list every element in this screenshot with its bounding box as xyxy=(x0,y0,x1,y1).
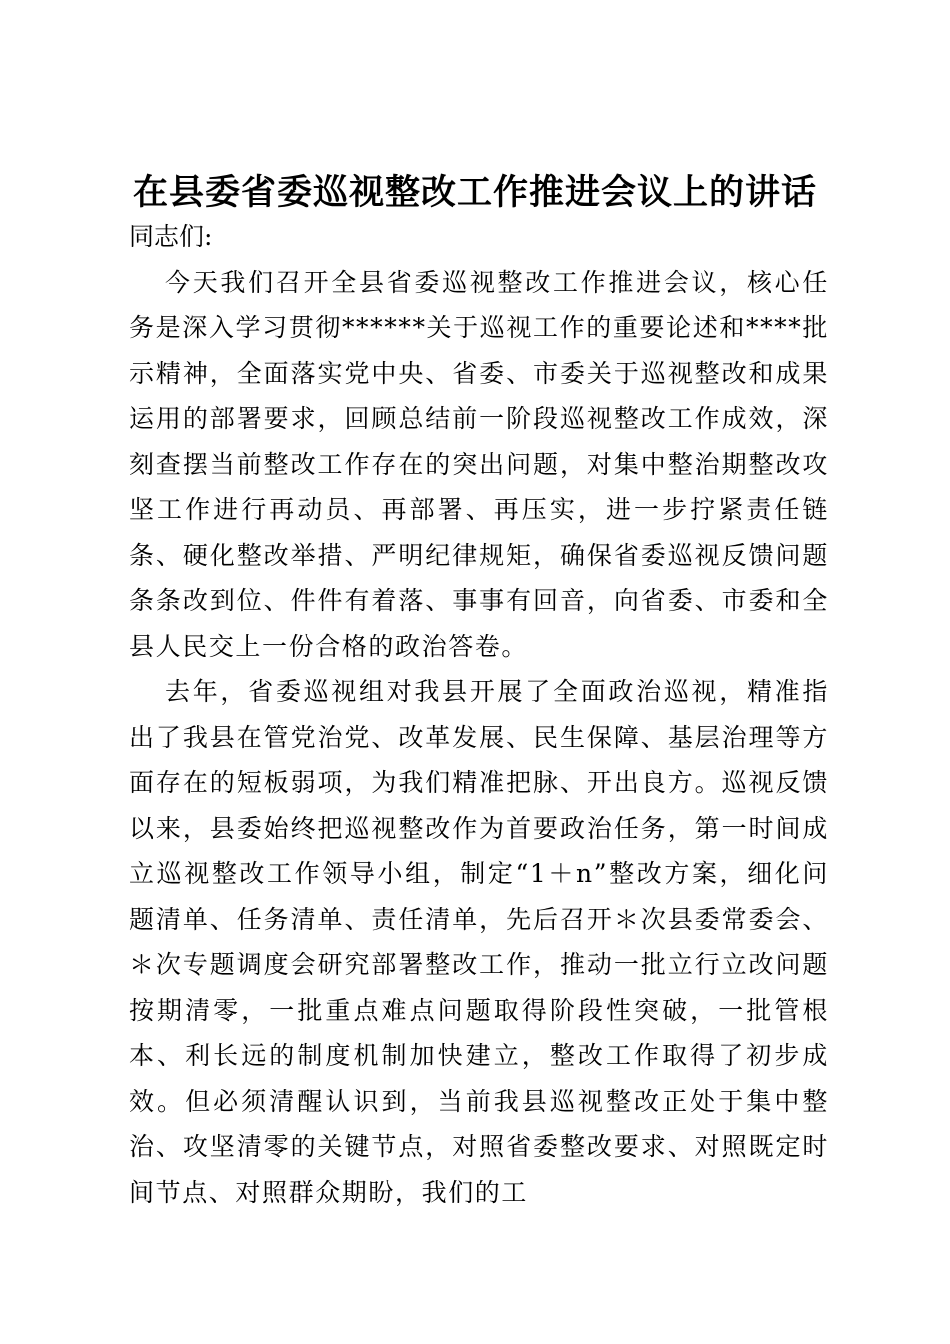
document-body xyxy=(129,214,829,1215)
salutation: 同志们: xyxy=(129,222,213,251)
paragraph: 去年，省委巡视组对我县开展了全面政治巡视，精准指出了我县在管党治党、改革发展、民生保障、基层治理等方面存在的短板弱项，为我们精准把脉、开出良方。巡视反馈以来，县委始终把巡视整改作为首要政治任务，第一时间成立巡视整改工作领导小组，制定“1＋n”整改方案，细化问题清单、任务清单、责任清单，先后召开＊次县委常委会、＊次专题调度会研究部署整改工作，推动一批立行立改问题按期清零，一批重点难点问题取得阶段性突破，一批管根本、利长远的制度机制加快建立，整改工作取得了初步成效。但必须清醒认识到，当前我县巡视整改正处于集中整治、攻坚清零的关键节点，对照省委整改要求、对照既定时间节点、对照群众期盼，我们的工 xyxy=(129,677,829,1207)
document-title: 在县委省委巡视整改工作推进会议上的讲话 xyxy=(132,172,817,213)
paragraph: 今天我们召开全县省委巡视整改工作推进会议，核心任务是深入学习贯彻******关于巡视工作的重要论述和****批示精神，全面落实党中央、省委、市委关于巡视整改和成果运用的部署要求，回顾总结前一阶段巡视整改工作成效，深刻查摆当前整改工作存在的突出问题，对集中整治期整改攻坚工作进行再动员、再部署、再压实，进一步拧紧责任链条、硬化整改举措、严明纪律规矩，确保省委巡视反馈问题条条改到位、件件有着落、事事有回音，向省委、市委和全县人民交上一份合格的政治答卷。 xyxy=(129,267,829,661)
